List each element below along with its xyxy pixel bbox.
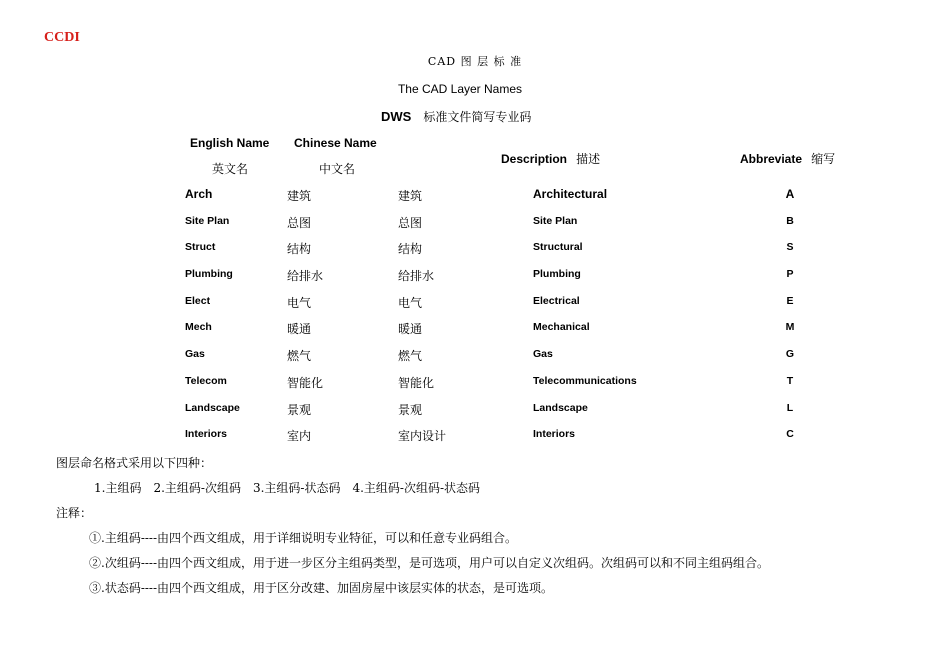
- row-chinese-name: 室内: [287, 429, 312, 443]
- row-abbreviation: L: [786, 402, 794, 414]
- row-english-name: Mech: [185, 321, 212, 333]
- table-row: [0, 427, 950, 447]
- note-item: ②.次组码----由四个西文组成，用于进一步区分主组码类型，是可选项，用户可以自定义次组码。次组码可以和不同主组码组合。: [89, 556, 770, 570]
- page-subtitle: The CAD Layer Names: [397, 82, 523, 96]
- header-abbreviate: Abbreviate 缩写: [740, 152, 836, 166]
- row-chinese-name: 建筑: [287, 189, 312, 203]
- note-item: ③.状态码----由四个西文组成，用于区分改建、加固房屋中该层实体的状态，是可选项。: [89, 581, 554, 595]
- table-row: [0, 214, 950, 234]
- row-chinese-name-alt: 总图: [398, 216, 423, 230]
- row-abbreviation: A: [785, 187, 795, 201]
- header-english-name: English Name: [190, 136, 270, 150]
- row-description: Electrical: [533, 295, 580, 307]
- table-row: [0, 267, 950, 287]
- row-english-name: Interiors: [185, 428, 228, 440]
- note-item: ①.主组码----由四个西文组成，用于详细说明专业特征，可以和任意专业码组合。: [89, 531, 518, 545]
- table-row: [0, 401, 950, 421]
- format-intro: 图层命名格式采用以下四种：: [56, 456, 213, 470]
- row-chinese-name-alt: 暖通: [398, 322, 423, 336]
- row-english-name: Telecom: [185, 375, 227, 387]
- row-description: Mechanical: [533, 321, 590, 333]
- dws-description: 标准文件简写专业码: [423, 110, 532, 124]
- row-abbreviation: G: [785, 348, 795, 360]
- row-description: Plumbing: [533, 268, 581, 280]
- row-english-name: Landscape: [185, 402, 240, 414]
- row-chinese-name-alt: 电气: [398, 296, 423, 310]
- row-description: Interiors: [533, 428, 576, 440]
- row-chinese-name: 燃气: [287, 349, 312, 363]
- row-abbreviation: S: [786, 241, 794, 253]
- row-chinese-name-alt: 智能化: [398, 376, 435, 390]
- row-abbreviation: T: [786, 375, 794, 387]
- row-chinese-name-alt: 燃气: [398, 349, 423, 363]
- row-abbreviation: P: [786, 268, 794, 280]
- row-chinese-name: 景观: [287, 403, 312, 417]
- table-row: [0, 347, 950, 367]
- row-english-name: Plumbing: [185, 268, 233, 280]
- header-chinese-name-cn: 中文名: [319, 162, 356, 176]
- row-chinese-name: 总图: [287, 216, 312, 230]
- table-row: [0, 187, 950, 207]
- row-english-name: Struct: [185, 241, 216, 253]
- table-row: [0, 294, 950, 314]
- notes-label: 注释：: [56, 506, 93, 520]
- row-chinese-name-alt: 室内设计: [398, 429, 447, 443]
- row-chinese-name: 智能化: [287, 376, 324, 390]
- row-description: Telecommunications: [533, 375, 637, 387]
- row-description: Structural: [533, 241, 583, 253]
- dws-code: DWS: [381, 109, 412, 124]
- dws-line: [381, 108, 531, 125]
- ccdi-logo: CCDI: [44, 30, 80, 45]
- row-chinese-name-alt: 景观: [398, 403, 423, 417]
- row-english-name: Gas: [185, 348, 205, 360]
- row-chinese-name: 结构: [287, 242, 312, 256]
- row-description: Landscape: [533, 402, 588, 414]
- row-description: Site Plan: [533, 215, 578, 227]
- row-abbreviation: C: [786, 428, 794, 440]
- row-english-name: Elect: [185, 295, 211, 307]
- header-chinese-name: Chinese Name: [294, 136, 377, 150]
- header-description: Description 描述: [501, 152, 601, 166]
- row-abbreviation: M: [785, 321, 795, 333]
- table-row: [0, 320, 950, 340]
- row-chinese-name: 给排水: [287, 269, 324, 283]
- row-chinese-name: 电气: [287, 296, 312, 310]
- row-description: Architectural: [533, 187, 608, 201]
- row-chinese-name-alt: 给排水: [398, 269, 435, 283]
- table-row: [0, 240, 950, 260]
- row-abbreviation: B: [786, 215, 794, 227]
- header-english-name-cn: 英文名: [212, 162, 249, 176]
- row-chinese-name: 暖通: [287, 322, 312, 336]
- row-english-name: Site Plan: [185, 215, 230, 227]
- row-description: Gas: [533, 348, 553, 360]
- row-chinese-name-alt: 结构: [398, 242, 423, 256]
- row-english-name: Arch: [185, 187, 213, 201]
- table-row: [0, 374, 950, 394]
- row-abbreviation: E: [786, 295, 794, 307]
- page-title: CAD 图 层 标 准: [427, 55, 523, 68]
- format-options: 1.主组码 2.主组码-次组码 3.主组码-状态码 4.主组码-次组码-状态码: [94, 481, 481, 495]
- row-chinese-name-alt: 建筑: [398, 189, 423, 203]
